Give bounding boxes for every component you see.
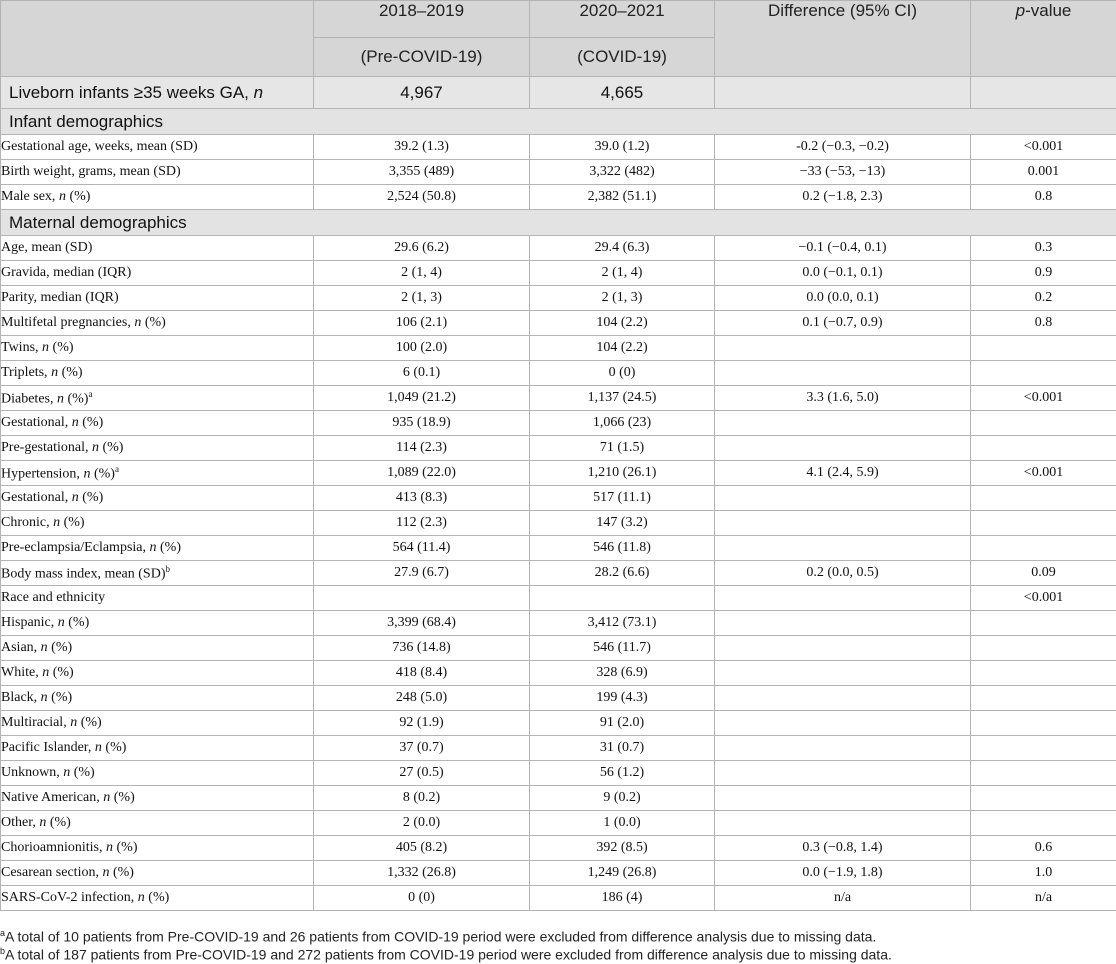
cell-v1: 248 (5.0) [314,686,530,711]
cell-p [971,811,1116,836]
table-row [1,561,1116,586]
cell-v2: 546 (11.7) [530,636,715,661]
row-label: Black, n (%) [1,686,314,711]
cell-v1: 1,089 (22.0) [314,461,530,486]
row-label: Multiracial, n (%) [1,711,314,736]
cell-p [971,411,1116,436]
row-label: Unknown, n (%) [1,761,314,786]
cell-diff: 0.3 (−0.8, 1.4) [715,836,971,861]
cell-v2: 1,066 (23) [530,411,715,436]
cell-diff [715,811,971,836]
cell-v1: 100 (2.0) [314,336,530,361]
cell-v1: 39.2 (1.3) [314,135,530,160]
cell-diff: 3.3 (1.6, 5.0) [715,386,971,411]
cell-v1: 92 (1.9) [314,711,530,736]
cell-v2: 91 (2.0) [530,711,715,736]
cell-v2: 1 (0.0) [530,811,715,836]
cell-v1: 3,355 (489) [314,160,530,185]
table-row [1,511,1116,536]
table-row [1,486,1116,511]
cell-v1: 114 (2.3) [314,436,530,461]
cell-v2: 1,210 (26.1) [530,461,715,486]
table-row [1,886,1116,911]
cell-diff [715,786,971,811]
cell-p: 0.9 [971,261,1116,286]
cell-v2: 28.2 (6.6) [530,561,715,586]
table-row [1,286,1116,311]
footnote-b: $^b$A total of 187 patients from Pre-COVID-19 and 272 patients from COVID-19 period were excluded from difference analysis due to missing data. [0,946,892,963]
header-difference: Difference (95% CI) [715,1,971,77]
cell-p [971,361,1116,386]
cell-v1: 27 (0.5) [314,761,530,786]
row-label: Gestational, n (%) [1,486,314,511]
cell-v1: 29.6 (6.2) [314,236,530,261]
cell-diff [715,336,971,361]
cell-v2: 147 (3.2) [530,511,715,536]
table-row [1,386,1116,411]
row-label: Male sex, n (%) [1,185,314,210]
cell-v1: 3,399 (68.4) [314,611,530,636]
header-period2: 2020–2021 [530,1,715,38]
cell-v1: 418 (8.4) [314,661,530,686]
cell-p: 0.6 [971,836,1116,861]
cell-diff [715,611,971,636]
cell-p: 0.2 [971,286,1116,311]
cell-v2: 517 (11.1) [530,486,715,511]
cell-v1: 106 (2.1) [314,311,530,336]
liveborn-v2: 4,665 [530,77,715,109]
cell-v2: 2 (1, 3) [530,286,715,311]
row-label: Twins, n (%) [1,336,314,361]
cell-p: 0.001 [971,160,1116,185]
cell-diff: 0.0 (0.0, 0.1) [715,286,971,311]
cell-v2 [530,586,715,611]
table-row [1,411,1116,436]
cell-p: <0.001 [971,461,1116,486]
section-maternal-label: Maternal demographics [1,210,1116,236]
row-label: Chorioamnionitis, n (%) [1,836,314,861]
row-label: Race and ethnicity [1,586,314,611]
section-infant-label: Infant demographics [1,109,1116,135]
table-row [1,160,1116,185]
cell-diff: −0.1 (−0.4, 0.1) [715,236,971,261]
cell-diff [715,736,971,761]
table-row [1,611,1116,636]
row-label: Native American, n (%) [1,786,314,811]
table-row [1,236,1116,261]
row-label: Gravida, median (IQR) [1,261,314,286]
cell-diff [715,436,971,461]
cell-p [971,711,1116,736]
cell-v2: 3,412 (73.1) [530,611,715,636]
liveborn-row [1,77,1116,109]
row-label: Birth weight, grams, mean (SD) [1,160,314,185]
table-row [1,261,1116,286]
cell-p: n/a [971,886,1116,911]
liveborn-label: Liveborn infants ≥35 weeks GA, n [1,77,314,109]
cell-v2: 186 (4) [530,886,715,911]
cell-p [971,761,1116,786]
cell-diff: 0.0 (−0.1, 0.1) [715,261,971,286]
table-row [1,536,1116,561]
row-label: Hispanic, n (%) [1,611,314,636]
table-row [1,661,1116,686]
table-row [1,686,1116,711]
cell-v1: 1,049 (21.2) [314,386,530,411]
cell-p: <0.001 [971,135,1116,160]
cell-v1: 0 (0) [314,886,530,911]
cell-p [971,661,1116,686]
cell-p [971,536,1116,561]
cell-v2: 39.0 (1.2) [530,135,715,160]
cell-diff [715,536,971,561]
row-label: Asian, n (%) [1,636,314,661]
cell-diff [715,686,971,711]
table-row [1,761,1116,786]
cell-v1: 564 (11.4) [314,536,530,561]
header-blank [1,1,314,77]
cell-v2: 104 (2.2) [530,336,715,361]
table-row [1,636,1116,661]
row-label: Other, n (%) [1,811,314,836]
liveborn-p [971,77,1116,109]
cell-v1: 37 (0.7) [314,736,530,761]
cell-p [971,486,1116,511]
cell-v2: 31 (0.7) [530,736,715,761]
table-row [1,736,1116,761]
header-period2-sub: (COVID-19) [530,38,715,77]
row-label: Age, mean (SD) [1,236,314,261]
header-row [1,1,1116,38]
cell-v2: 392 (8.5) [530,836,715,861]
table-row [1,336,1116,361]
cell-diff: 4.1 (2.4, 5.9) [715,461,971,486]
cell-v1: 736 (14.8) [314,636,530,661]
cell-p: 0.3 [971,236,1116,261]
cell-p [971,686,1116,711]
cell-p [971,786,1116,811]
cell-diff [715,711,971,736]
row-label: Chronic, n (%) [1,511,314,536]
row-label: Pre-gestational, n (%) [1,436,314,461]
cell-p [971,336,1116,361]
cell-v2: 1,249 (26.8) [530,861,715,886]
table-row [1,361,1116,386]
cell-v2: 71 (1.5) [530,436,715,461]
cell-v2: 3,322 (482) [530,160,715,185]
cell-diff [715,511,971,536]
cell-diff [715,486,971,511]
cell-v1: 405 (8.2) [314,836,530,861]
cell-p: 0.8 [971,185,1116,210]
cell-p [971,436,1116,461]
table-row [1,436,1116,461]
cell-v2: 546 (11.8) [530,536,715,561]
table-row [1,185,1116,210]
table-row [1,135,1116,160]
cell-diff: 0.2 (−1.8, 2.3) [715,185,971,210]
cell-diff: −33 (−53, −13) [715,160,971,185]
liveborn-diff [715,77,971,109]
cell-v2: 328 (6.9) [530,661,715,686]
header-period1-sub: (Pre-COVID-19) [314,38,530,77]
cell-v2: 2 (1, 4) [530,261,715,286]
cell-v1 [314,586,530,611]
row-label: Parity, median (IQR) [1,286,314,311]
cell-v1: 2,524 (50.8) [314,185,530,210]
row-label: Cesarean section, n (%) [1,861,314,886]
table-row [1,836,1116,861]
cell-p [971,636,1116,661]
table-row [1,711,1116,736]
cell-v2: 9 (0.2) [530,786,715,811]
cell-v1: 6 (0.1) [314,361,530,386]
table-row [1,461,1116,486]
liveborn-v1: 4,967 [314,77,530,109]
cell-v2: 0 (0) [530,361,715,386]
cell-diff [715,411,971,436]
cell-p [971,511,1116,536]
cell-p: 0.09 [971,561,1116,586]
cell-diff: 0.2 (0.0, 0.5) [715,561,971,586]
cell-diff [715,636,971,661]
cell-v2: 199 (4.3) [530,686,715,711]
cell-p [971,736,1116,761]
cell-v1: 935 (18.9) [314,411,530,436]
cell-v2: 56 (1.2) [530,761,715,786]
section-infant [1,109,1116,135]
footnote-a: $^a$A total of 10 patients from Pre-COVID-19 and 26 patients from COVID-19 period were excluded from difference analysis due to missing data. [0,928,877,945]
cell-v2: 1,137 (24.5) [530,386,715,411]
row-label: Triplets, n (%) [1,361,314,386]
row-label: Diabetes, n (%)$^a$ [1,386,314,411]
cell-p: 1.0 [971,861,1116,886]
table-row [1,311,1116,336]
cell-v1: 2 (0.0) [314,811,530,836]
cell-v1: 2 (1, 3) [314,286,530,311]
row-label: SARS-CoV-2 infection, n (%) [1,886,314,911]
cell-v1: 413 (8.3) [314,486,530,511]
header-pvalue: p-value [971,1,1116,77]
cell-v1: 1,332 (26.8) [314,861,530,886]
row-label: White, n (%) [1,661,314,686]
row-label: Gestational age, weeks, mean (SD) [1,135,314,160]
cell-diff [715,761,971,786]
cell-diff: 0.0 (−1.9, 1.8) [715,861,971,886]
cell-diff [715,661,971,686]
row-label: Multifetal pregnancies, n (%) [1,311,314,336]
row-label: Body mass index, mean (SD)$^b$ [1,561,314,586]
cell-v1: 27.9 (6.7) [314,561,530,586]
cell-diff: n/a [715,886,971,911]
header-period1: 2018–2019 [314,1,530,38]
table-row [1,811,1116,836]
row-label: Pre-eclampsia/Eclampsia, n (%) [1,536,314,561]
table-row [1,786,1116,811]
table-row [1,586,1116,611]
cell-v2: 2,382 (51.1) [530,185,715,210]
row-label: Gestational, n (%) [1,411,314,436]
cell-diff: -0.2 (−0.3, −0.2) [715,135,971,160]
cell-v2: 104 (2.2) [530,311,715,336]
cell-p: <0.001 [971,586,1116,611]
cell-v2: 29.4 (6.3) [530,236,715,261]
cell-diff: 0.1 (−0.7, 0.9) [715,311,971,336]
cell-p: 0.8 [971,311,1116,336]
row-label: Hypertension, n (%)$^a$ [1,461,314,486]
cell-p [971,611,1116,636]
cell-v1: 112 (2.3) [314,511,530,536]
cell-diff [715,586,971,611]
section-maternal [1,210,1116,236]
cell-p: <0.001 [971,386,1116,411]
cell-v1: 2 (1, 4) [314,261,530,286]
cell-v1: 8 (0.2) [314,786,530,811]
table-row [1,861,1116,886]
cell-diff [715,361,971,386]
row-label: Pacific Islander, n (%) [1,736,314,761]
